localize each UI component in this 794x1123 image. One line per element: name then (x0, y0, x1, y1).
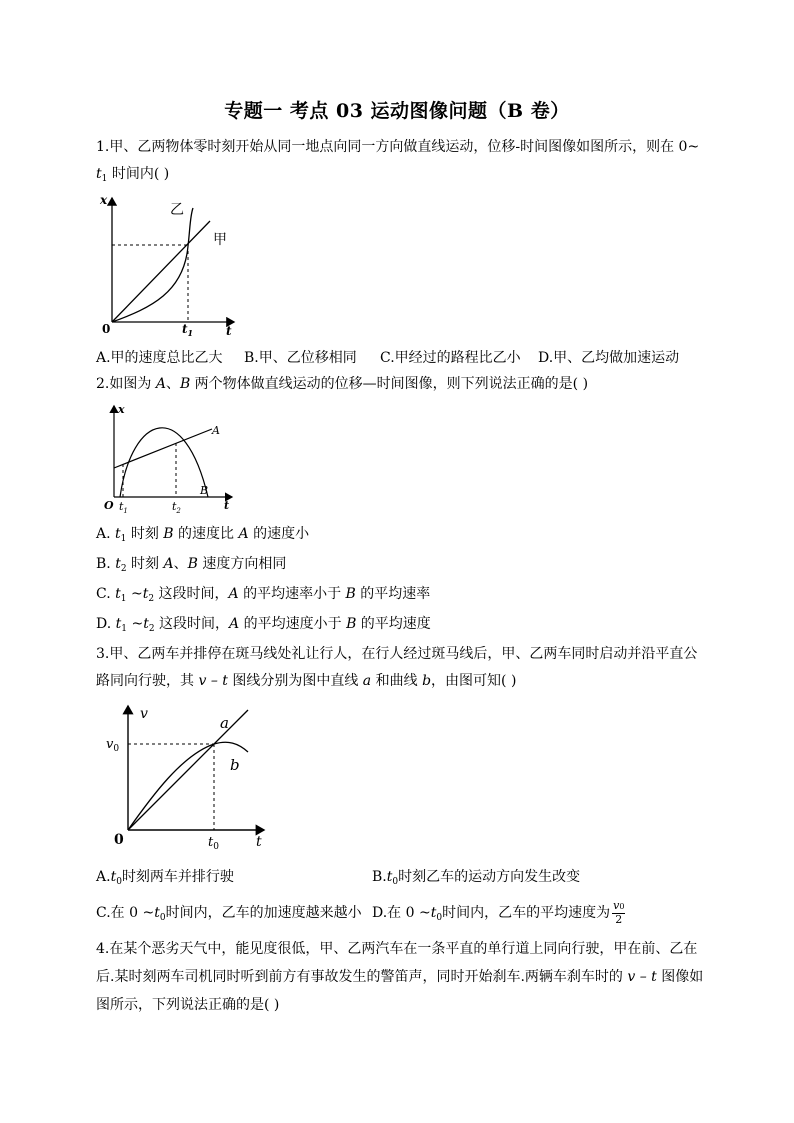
q3-opt-d-pre: D.在 0 ~ (372, 905, 431, 921)
q2-stem-post: 两个物体做直线运动的位移—时间图像，则下列说法正确的是( ) (190, 376, 589, 392)
q3-option-d[interactable] (372, 900, 625, 926)
q3-opt-c-pre: C.在 0 ~ (96, 905, 155, 921)
q2-stem-a: A (155, 376, 166, 392)
q2-label-t1-t: t (119, 500, 124, 513)
q2-opt-c-d: B (345, 586, 356, 602)
q2-figure (100, 400, 240, 518)
q3-label-t0 (208, 835, 219, 852)
q1-option-d[interactable]: D.甲、乙均做加速运动 (538, 350, 680, 366)
q2-stem-b: B (179, 376, 191, 392)
q2-opt-d-text1: 这段时间， (154, 616, 230, 632)
q2-opt-a-b: B (163, 526, 174, 542)
q3-stem-line2 (96, 672, 700, 691)
q3-opt-d-sub: 0 (436, 913, 443, 923)
q3-label-t0-t: t (208, 835, 214, 850)
q2-label-t1-sub: 1 (123, 507, 128, 515)
q2-opt-b-pre: B. (96, 556, 116, 572)
q2-opt-d-d: B (346, 616, 357, 632)
q3-label-v0 (106, 737, 119, 754)
q2-opt-d-dash: ~ (127, 616, 144, 632)
q1-label-yi: 乙 (170, 202, 184, 218)
q3-stem-post: ，由图可知( ) (431, 673, 517, 689)
q3-label-a: a (220, 714, 229, 732)
q3-opt-d-fraction (612, 900, 625, 926)
q2-stem (96, 375, 700, 394)
q1-options (96, 347, 679, 367)
q1-option-c[interactable]: C.甲经过的路程比乙小 (380, 350, 521, 366)
q1-label-t1 (182, 322, 193, 336)
q2-opt-b-d: B (187, 556, 198, 572)
q3-label-v0-v: v (106, 737, 114, 752)
q3-stem-a: a (362, 673, 372, 689)
q4-line2-post: 图像如 (656, 969, 704, 985)
q2-label-t2 (172, 500, 181, 515)
q1-label-origin: 0 (102, 322, 111, 336)
q1-label-jia: 甲 (213, 232, 227, 248)
q3-opt-b-t: t (386, 869, 393, 885)
q3-stem-vt: v – t (198, 673, 228, 689)
q1-curve-yi (112, 208, 193, 322)
q4-line3: 图所示，下列说法正确的是( ) (96, 997, 280, 1013)
q2-opt-d-t1: t (115, 616, 122, 632)
q2-opt-a-d: A (238, 526, 249, 542)
q3-options-row1 (96, 866, 580, 887)
q3-stem-mid2: 和曲线 (371, 673, 423, 689)
q3-opt-a-t: t (110, 869, 117, 885)
q1-line-jia (112, 221, 210, 322)
q3-opt-b-pre: B. (372, 869, 387, 885)
q3-opt-d-frac-v: v (613, 899, 620, 912)
q2-label-b: B (200, 484, 209, 497)
q2-opt-d-sub1: 1 (121, 624, 128, 634)
q2-opt-a-text1: 时刻 (126, 526, 164, 542)
q2-opt-b-b: A (163, 556, 174, 572)
q3-label-b: b (230, 756, 240, 774)
q2-opt-c-dash: ~ (126, 586, 143, 602)
q3-opt-d-frac-den: 2 (615, 913, 623, 926)
q2-label-x: x (118, 403, 125, 416)
q3-stem-pre: 路同向行驶，其 (96, 673, 199, 689)
q2-opt-a-sub: 1 (120, 534, 127, 544)
q2-opt-d-text2: 的平均速度小于 (239, 616, 347, 632)
q2-option-c[interactable] (96, 585, 700, 609)
q1-label-t: t (226, 324, 232, 336)
q4-line1: 4.在某个恶劣天气中，能见度很低，甲、乙两汽车在一条平直的单行道上同向行驶，甲在前、乙在 (96, 941, 698, 957)
q3-opt-c-post: 时间内，乙车的加速度越来越小 (165, 905, 362, 921)
q2-curve-b (120, 428, 208, 497)
q2-opt-c-sub1: 1 (120, 594, 127, 604)
q3-opt-d-frac-sub: 0 (619, 902, 625, 911)
q4-line2-vt: v – t (627, 969, 657, 985)
q2-opt-c-sub2: 2 (148, 594, 155, 604)
q2-opt-a-text2: 的速度比 (173, 526, 239, 542)
q3-stem-line1: 3.甲、乙两车并排停在斑马线处礼让行人，在行人经过斑马线后，甲、乙两车同时启动并沿平直公 (96, 646, 698, 662)
q2-opt-b-t: t (115, 556, 121, 572)
q2-opt-b-text1: 时刻 (126, 556, 164, 572)
q3-opt-d-t: t (430, 905, 437, 921)
q2-label-t2-sub: 2 (176, 507, 181, 515)
q2-opt-c-pre: C. (96, 586, 116, 602)
q2-opt-d-text3: 的平均速度 (356, 616, 431, 632)
q2-opt-c-b: A (228, 586, 239, 602)
q3-option-c[interactable] (96, 902, 372, 923)
q2-opt-c-text1: 这段时间， (154, 586, 229, 602)
q3-options-row2 (96, 900, 625, 926)
q1-label-x: x (100, 193, 108, 207)
q3-opt-b-sub: 0 (392, 877, 399, 887)
q3-opt-c-sub: 0 (159, 913, 166, 923)
q1-stem-tail: 时间内( ) (107, 166, 170, 182)
q2-opt-d-t2: t (143, 616, 149, 632)
q2-option-a[interactable] (96, 525, 700, 549)
q2-opt-b-text3: 速度方向相同 (197, 556, 287, 572)
q4-line2-pre: 后.某时刻两车司机同时听到前方有事故发生的警笛声，同时开始刹车.两辆车刹车时的 (96, 969, 628, 985)
q3-option-b[interactable] (372, 866, 580, 887)
q2-label-t2-t: t (172, 500, 177, 513)
page-title: 专题一 考点 03 运动图像问题（B 卷） (224, 100, 570, 122)
q3-opt-b-post: 时刻乙车的运动方向发生改变 (398, 869, 581, 885)
q2-label-t: t (224, 499, 230, 512)
q3-label-v0-sub: 0 (113, 744, 120, 754)
q1-t-subscript: 1 (101, 174, 108, 184)
q2-opt-c-t2: t (142, 586, 149, 602)
q3-label-t0-sub: 0 (213, 842, 219, 852)
q2-opt-a-t: t (115, 526, 121, 542)
q3-opt-a-sub: 0 (116, 877, 122, 887)
q3-opt-a-pre: A. (96, 869, 111, 885)
q2-label-t1 (119, 500, 128, 515)
q3-label-origin: 0 (114, 832, 124, 848)
q1-option-b[interactable]: B.甲、乙位移相同 (244, 350, 357, 366)
q1-label-t1-t: t (182, 322, 188, 336)
q3-figure (102, 700, 274, 852)
q2-stem-sep: 、 (165, 376, 180, 392)
q3-opt-a-post: 时刻两车并排行驶 (121, 869, 234, 885)
q3-option-a[interactable] (96, 866, 372, 887)
q3-stem-b: b (422, 673, 432, 689)
q2-label-a: A (212, 424, 220, 437)
q2-opt-c-text3: 的平均速率 (355, 586, 431, 602)
q2-opt-c-text2: 的平均速率小于 (238, 586, 346, 602)
q3-label-v: v (140, 706, 148, 722)
q2-opt-a-pre: A. (96, 526, 116, 542)
q1-option-a[interactable]: A.甲的速度总比乙大 (96, 350, 223, 366)
q4-line2 (96, 968, 704, 987)
q2-opt-b-text2: 、 (173, 556, 188, 572)
q2-label-origin: O (104, 499, 114, 512)
q3-label-t: t (256, 834, 262, 850)
q2-opt-a-text3: 的速度小 (248, 526, 310, 542)
q2-opt-d-pre: D. (96, 616, 116, 632)
q2-opt-b-sub: 2 (120, 564, 127, 574)
q2-option-d[interactable] (96, 615, 700, 639)
q1-t-symbol: t (96, 166, 102, 182)
q2-opt-d-b: A (229, 616, 240, 632)
q1-label-t1-sub: 1 (187, 328, 194, 336)
q2-opt-c-t1: t (115, 586, 121, 602)
q1-stem-line2 (96, 165, 700, 189)
q3-stem-mid: 图线分别为图中直线 (227, 673, 363, 689)
q1-figure (96, 190, 246, 336)
q3-opt-d-frac-num (612, 900, 625, 914)
q1-stem-line1: 1.甲、乙两物体零时刻开始从同一地点向同一方向做直线运动，位移-时间图像如图所示，则在 0~ (96, 139, 700, 155)
q2-option-b[interactable] (96, 555, 700, 579)
q2-stem-pre: 2.如图为 (96, 376, 156, 392)
q3-opt-c-t: t (154, 905, 160, 921)
q2-opt-d-sub2: 2 (148, 624, 155, 634)
q3-opt-d-post: 时间内，乙车的平均速度为 (442, 905, 611, 921)
